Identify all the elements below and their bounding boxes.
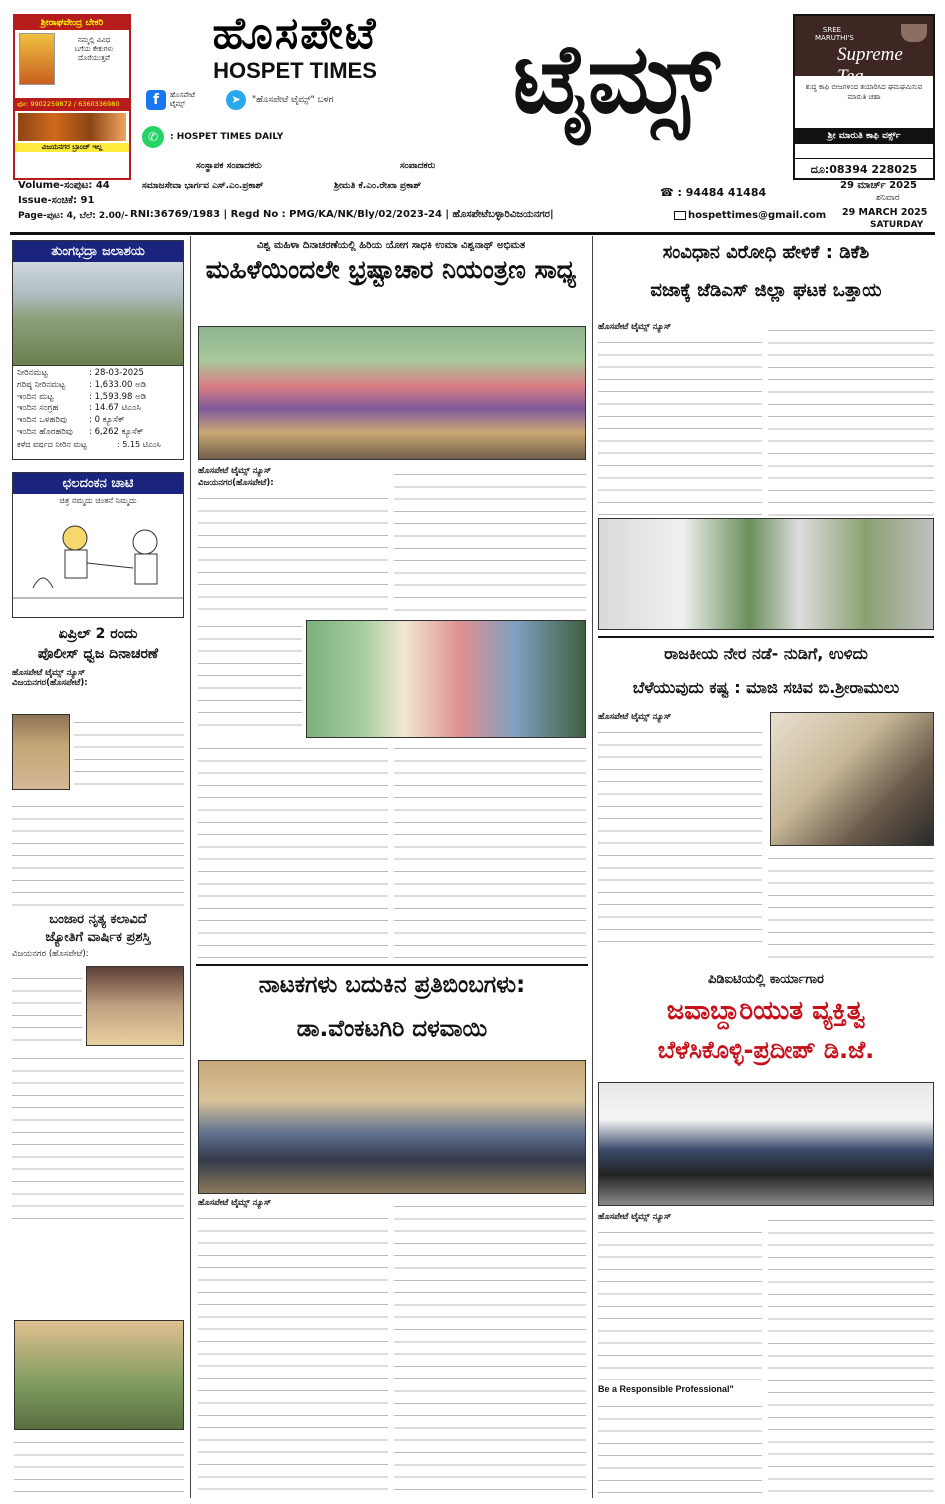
pdit-english-quote: Be a Responsible Professional" bbox=[598, 1384, 734, 1394]
police-headline-1: ಏಪ್ರಿಲ್ 2 ರಂದು bbox=[58, 626, 138, 642]
registration: RNI:36769/1983 | Regd No : PMG/KA/NK/Bly/02/2023-24 | ಹೊಸಪೇಟೆಬಳ್ಳಾರಿವಿಜಯನಗರ| bbox=[130, 209, 554, 220]
tea-ad-header bbox=[795, 16, 933, 87]
bakery-ad bbox=[13, 14, 131, 180]
dks-headline-2: ವಜಾಕ್ಕೆ ಜೆಡಿಎಸ್ ಜಿಲ್ಲಾ ಘಟಕ ಒತ್ತಾಯ bbox=[650, 280, 882, 301]
pdit-body-right bbox=[768, 1212, 934, 1494]
whatsapp-text: : HOSPET TIMES DAILY bbox=[170, 132, 284, 142]
founder-name: ಸಮಾಜಸೇವಾ ಭಾರ್ಗವ ಎಸ್.ಎಂ.ಪ್ರಕಾಶ್ bbox=[142, 181, 264, 191]
whatsapp-icon: ✆ bbox=[142, 126, 164, 148]
police-officer-photo bbox=[12, 714, 70, 790]
police-place: ವಿಜಯನಗರ(ಹೊಸಪೇಟೆ): bbox=[12, 678, 88, 688]
dam-row: ಕಳೆದ ವರ್ಷದ ನೀರಿನ ಮಟ್ಟ : 5.15 ಟಿಎಂಸಿ bbox=[17, 439, 161, 449]
banjara-article bbox=[12, 912, 184, 959]
phone-number: : 94484 41484 bbox=[677, 186, 767, 199]
date-english: 29 MARCH 2025 bbox=[842, 207, 928, 218]
dam-row: ಗರಿಷ್ಠ ನೀರಿನಮಟ್ಟ : 1,633.00 ಅಡಿ bbox=[17, 379, 147, 390]
editor-name: ಶ್ರೀಮತಿ ಕೆ.ಎಂ.ರೇಖಾ ಪ್ರಕಾಶ್ bbox=[334, 181, 422, 191]
sriramulu-headline-1: ರಾಜಕೀಯ ನೇರ ನಡೆ- ನುಡಿಗೆ, ಉಳಿದು bbox=[664, 644, 868, 663]
pdit-event-photo bbox=[598, 1082, 934, 1206]
facebook-link[interactable] bbox=[146, 90, 212, 110]
banjara-award-photo bbox=[86, 966, 184, 1046]
dks-group-photo bbox=[598, 518, 934, 630]
banjara-place: ವಿಜಯನಗರ (ಹೊಸಪೇಟೆ): bbox=[12, 949, 89, 959]
drama-headline-1: ನಾಟಕಗಳು ಬದುಕಿನ ಪ್ರತಿಬಿಂಬಗಳು: bbox=[258, 972, 526, 998]
pdit-body-left-bottom bbox=[598, 1398, 762, 1494]
yoga-body-bottom-left bbox=[198, 740, 388, 958]
dks-body-right bbox=[768, 322, 934, 516]
drama-dateline: ಹೊಸಪೇಟೆ ಟೈಮ್ಸ್ ನ್ಯೂಸ್ bbox=[198, 1198, 272, 1208]
volume: Volume-ಸಂಪುಟ: 44 bbox=[18, 180, 110, 191]
day-english: SATURDAY bbox=[870, 220, 924, 230]
telegram-link[interactable] bbox=[226, 90, 333, 110]
bakery-ad-line1: ನಮ್ಮಲ್ಲಿ ವಿವಿಧ bbox=[77, 36, 111, 44]
pdit-dateline: ಹೊಸಪೇಟೆ ಟೈಮ್ಸ್ ನ್ಯೂಸ್ bbox=[598, 1212, 672, 1222]
dks-dateline: ಹೊಸಪೇಟೆ ಟೈಮ್ಸ್ ನ್ಯೂಸ್ bbox=[598, 322, 672, 332]
sriramulu-portrait-photo bbox=[770, 712, 934, 846]
big-title: ಟೈಮ್ಸ್ bbox=[512, 23, 718, 135]
pdit-kicker: ಪಿಡಿಐಟಿಯಲ್ಲಿ ಕಾರ್ಯಾಗಾರ bbox=[708, 972, 824, 987]
dam-photo bbox=[13, 262, 183, 366]
email[interactable] bbox=[674, 210, 826, 221]
drama-headline-2: ಡಾ.ವೆಂಕಟಗಿರಿ ದಳವಾಯಿ bbox=[296, 1016, 488, 1042]
tea-ad-shop: ಶ್ರೀ ಮಾರುತಿ ಕಾಫಿ ವರ್ಕ್ಸ್ bbox=[795, 128, 933, 144]
day-kannada: ಶನಿವಾರ bbox=[876, 193, 900, 203]
yoga-body-left bbox=[198, 490, 388, 616]
banjara-headline-2: ಜ್ಯೋತಿಗೆ ವಾರ್ಷಿಕ ಪ್ರಶಸ್ತಿ bbox=[45, 930, 151, 945]
school-event-photo bbox=[14, 1320, 184, 1430]
drama-event-photo bbox=[198, 1060, 586, 1194]
police-body-text-2 bbox=[12, 798, 184, 908]
banjara-headline-1: ಬಂಜಾರ ನೃತ್ಯ ಕಲಾವಿದೆ bbox=[49, 912, 147, 927]
cartoon-illustration bbox=[13, 508, 183, 612]
dam-row: ಇಂದಿನ ಹೊರಹರಿವು : 6,262 ಕ್ಯೂಸೆಕ್ bbox=[17, 426, 144, 437]
sriramulu-body-right bbox=[768, 850, 934, 960]
facebook-text: ಹೊಸಪೇಟೆ ಟೈಮ್ಸ್ bbox=[170, 91, 195, 108]
pdit-headline-1: ಜವಾಬ್ದಾರಿಯುತ ವ್ಯಕ್ತಿತ್ವ bbox=[666, 996, 866, 1026]
tea-cup-icon bbox=[901, 24, 927, 42]
dam-row: ನೀರಿನಮಟ್ಟ : 28-03-2025 bbox=[17, 368, 144, 378]
telegram-text: "ಹೊಸಪೇಟೆ ಟೈಮ್ಸ್" ಬಳಗ bbox=[252, 95, 334, 105]
editor-label: ಸಂಪಾದಕರು bbox=[400, 161, 436, 171]
sriramulu-headline-2: ಬೆಳೆಯುವುದು ಕಷ್ಟ : ಮಾಜಿ ಸಚಿವ ಬಿ.ಶ್ರೀರಾಮುಲು bbox=[632, 678, 900, 697]
bakery-ad-line2: ಬಗೆಯ ಕೇಕುಗಳು bbox=[74, 45, 114, 53]
tea-ad-phone: ದೂ:08394 228025 bbox=[795, 158, 933, 181]
bakery-ad-photo bbox=[19, 33, 55, 85]
mail-icon bbox=[674, 211, 686, 220]
cartoon-heading: ಛಲದಂಕನ ಚಾಟಿ bbox=[13, 473, 183, 494]
middle-column-rule bbox=[592, 236, 593, 1498]
sriramulu-top-rule bbox=[598, 636, 934, 638]
email-address: hospettimes@gmail.com bbox=[688, 210, 827, 221]
police-headline-2: ಪೊಲೀಸ್ ಧ್ವಜ ದಿನಾಚರಣೆ bbox=[37, 646, 159, 662]
bakery-ad-phone: ಫೋ: 9902259872 / 6360336980 bbox=[15, 98, 129, 111]
masthead bbox=[0, 0, 945, 238]
founder-label: ಸಂಸ್ಥಾಪಕ ಸಂಪಾದಕರು bbox=[196, 161, 262, 171]
dks-body-left bbox=[598, 334, 762, 516]
phone-icon: ☎ bbox=[660, 186, 674, 199]
tea-ad bbox=[793, 14, 935, 180]
tea-ad-brand-top: SREE MARUTHI'S bbox=[815, 26, 854, 42]
banjara-body-text bbox=[12, 1050, 184, 1226]
pdit-body-left-top bbox=[598, 1224, 762, 1380]
yoga-article bbox=[196, 240, 586, 285]
police-dateline: ಹೊಸಪೇಟೆ ಟೈಮ್ಸ್ ನ್ಯೂಸ್ bbox=[12, 668, 86, 678]
bakery-ad-footer: ವಿಜಯನಗರ ಬ್ರಾಂಚ್ ಇಲ್ಲ bbox=[15, 143, 129, 152]
yoga-group-photo bbox=[198, 326, 586, 460]
telegram-icon: ➤ bbox=[226, 90, 246, 110]
dam-row: ಇಂದಿನ ಮಟ್ಟ : 1,593.98 ಅಡಿ bbox=[17, 391, 147, 402]
dam-table bbox=[13, 366, 183, 453]
dam-row: ಇಂದಿನ ಒಳಹರಿವು : 0 ಕ್ಯೂಸೆಕ್ bbox=[17, 415, 125, 426]
yoga-body-narrow bbox=[198, 618, 302, 736]
tea-ad-brand: Supreme Tea bbox=[837, 44, 903, 87]
phone bbox=[660, 186, 766, 199]
pages: Page-ಪುಟ: 4, ಬೆಲೆ: 2.00/- bbox=[18, 211, 129, 221]
masthead-rule bbox=[10, 232, 935, 235]
yoga-headline: ಮಹಿಳೆಯಿಂದಲೇ ಭ್ರಷ್ಟಾಚಾರ ನಿಯಂತ್ರಣ ಸಾಧ್ಯ bbox=[205, 255, 577, 284]
drama-body-left bbox=[198, 1210, 388, 1494]
police-article bbox=[12, 626, 184, 688]
bakery-ad-line3: ದೊರೆಯುತ್ತವೆ bbox=[78, 54, 110, 62]
bakery-ad-title: ಶ್ರೀರಾಘವೇಂದ್ರ ಬೇಕರಿ bbox=[15, 16, 129, 30]
dks-headline-1: ಸಂವಿಧಾನ ವಿರೋಧಿ ಹೇಳಿಕೆ : ಡಿಕೆಶಿ bbox=[662, 242, 870, 263]
drama-top-rule bbox=[196, 964, 588, 966]
yoga-place: ವಿಜಯನಗರ(ಹೊಸಪೇಟೆ): bbox=[198, 478, 274, 488]
bakery-ad-cakes bbox=[18, 113, 126, 141]
english-title: HOSPET TIMES bbox=[213, 58, 377, 83]
yoga-kicker: ವಿಶ್ವ ಮಹಿಳಾ ದಿನಾಚರಣೆಯಲ್ಲಿ ಹಿರಿಯ ಯೋಗ ಸಾಧಕಿ ಉಮಾ ವಿಶ್ವನಾಥ್ ಅಭಿಮತ bbox=[256, 240, 526, 251]
school-event-caption bbox=[14, 1434, 184, 1492]
cartoon-box bbox=[12, 472, 184, 618]
dam-box bbox=[12, 240, 184, 460]
left-column-rule bbox=[190, 236, 191, 1498]
facebook-icon: f bbox=[146, 90, 166, 110]
police-body-text bbox=[74, 714, 184, 794]
whatsapp-link[interactable] bbox=[142, 126, 283, 148]
yoga-body-bottom-right bbox=[394, 740, 586, 958]
kannada-title: ಹೊಸಪೇಟೆ bbox=[212, 8, 378, 59]
pdit-headline-2: ಬೆಳೆಸಿಕೊಳ್ಳಿ-ಪ್ರದೀಪ್ ಡಿ.ಜೆ. bbox=[657, 1036, 875, 1064]
drama-body-right bbox=[394, 1198, 586, 1494]
banjara-body-intro bbox=[12, 970, 82, 1042]
sriramulu-body-left bbox=[598, 724, 762, 944]
date-kannada: 29 ಮಾರ್ಚ್ 2025 bbox=[840, 180, 918, 191]
issue: Issue-ಸಂಚಿಕೆ: 91 bbox=[18, 195, 95, 206]
dam-heading: ತುಂಗಭದ್ರಾ ಜಲಾಶಯ bbox=[13, 241, 183, 262]
tea-ad-tagline: ಶುದ್ಧ ಕಾಫಿ ಬೀಜಗಳಿಂದ ತಯಾರಿಸಿದ ಘಮಘಮಿಸುವ ಮಾರುತಿ ಚಹಾ bbox=[805, 83, 923, 101]
dam-row: ಇಂದಿನ ಸಂಗ್ರಹ : 14.67 ಟಿಎಂಸಿ bbox=[17, 403, 141, 414]
yoga-stage-photo bbox=[306, 620, 586, 738]
yoga-dateline: ಹೊಸಪೇಟೆ ಟೈಮ್ಸ್ ನ್ಯೂಸ್ bbox=[198, 466, 272, 476]
cartoon-caption: ಚಿತ್ರ ನಮ್ಮದು ಚಿಂತನೆ ನಿಮ್ಮದು bbox=[59, 496, 137, 505]
yoga-body-right bbox=[394, 466, 586, 616]
sriramulu-dateline: ಹೊಸಪೇಟೆ ಟೈಮ್ಸ್ ನ್ಯೂಸ್ bbox=[598, 712, 672, 722]
